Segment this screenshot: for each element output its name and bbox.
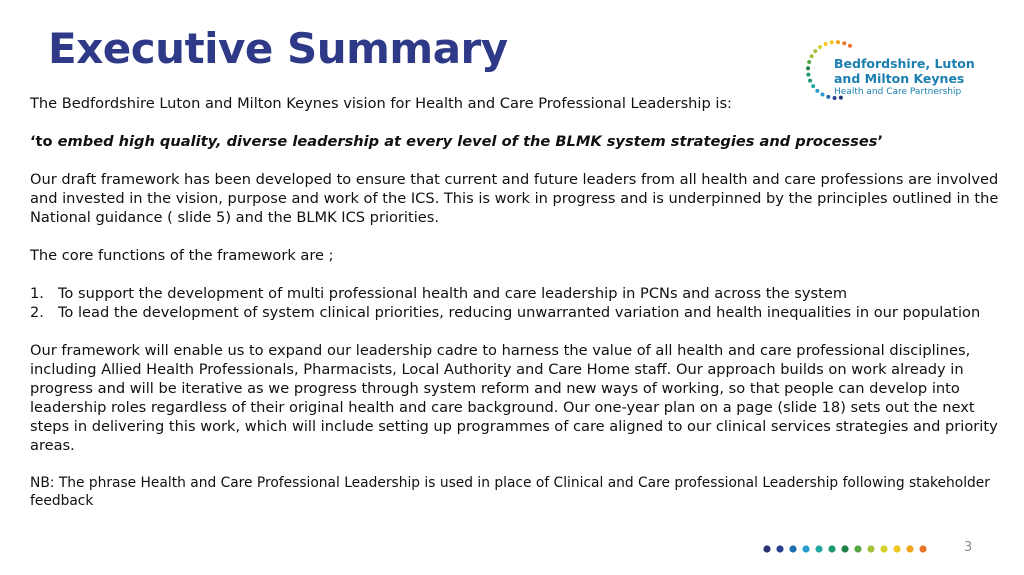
core-functions-intro: The core functions of the framework are ; — [30, 247, 334, 264]
vision-statement — [30, 132, 1005, 151]
footer-dot-icon — [854, 545, 861, 552]
vision-text: embed high quality, diverse leadership at every level of the BLMK system strategies and processes — [57, 133, 878, 150]
logo-line-2: and Milton Keynes — [834, 71, 965, 86]
footer-dot-icon — [919, 545, 926, 552]
logo-dot-icon — [830, 40, 834, 44]
logo-text — [834, 56, 975, 98]
footer-dot-icon — [906, 545, 913, 552]
logo-dot-icon — [807, 60, 811, 64]
logo-dot-icon — [815, 89, 819, 93]
footer-dot-icon — [867, 545, 874, 552]
logo-dot-icon — [806, 73, 810, 77]
nb-note: NB: The phrase Health and Care Professional Leadership is used in place of Clinical and Care professional Leadership following stakeholder feedback — [30, 475, 990, 509]
slide-title: Executive Summary — [48, 24, 508, 73]
list-item — [30, 303, 1005, 322]
page-number: 3 — [964, 540, 973, 555]
list-text: To lead the development of system clinical priorities, reducing unwarranted variation and health inequalities in our population — [58, 304, 981, 321]
logo-dot-icon — [818, 45, 822, 49]
logo-dot-icon — [842, 41, 846, 45]
logo-dot-icon — [848, 44, 852, 48]
logo-dot-icon — [824, 42, 828, 46]
footer-dot-icon — [893, 545, 900, 552]
footer-dot-icon — [776, 545, 783, 552]
logo-dot-icon — [810, 54, 814, 58]
footer-dot-icon — [802, 545, 809, 552]
logo-dot-icon — [811, 84, 815, 88]
logo-line-3: Health and Care Partnership — [834, 87, 962, 97]
enable-paragraph: Our framework will enable us to expand our leadership cadre to harness the value of all health and care professional disciplines, including Allied Health Professionals, Pharmacists, Local Authority and Care Home staff. Our approach builds on work already in progress and will be iterative as we progress through system reform and new ways of working, so that people can develop into leadership roles regardless of their original health and care background. Our one-year plan on a page (slide 18) sets out the next steps in delivering this work, which will include setting up programmes of care aligned to our clinical services strategies and priority areas. — [30, 342, 998, 454]
logo-dot-icon — [806, 66, 810, 70]
list-item — [30, 284, 1005, 303]
footer-dot-icon — [815, 545, 822, 552]
slide-body — [30, 94, 1005, 510]
intro-paragraph: The Bedfordshire Luton and Milton Keynes vision for Health and Care Professional Leadership is: — [30, 95, 732, 112]
core-functions-list — [30, 284, 1005, 322]
footer-dots-icon — [762, 544, 942, 554]
framework-paragraph: Our draft framework has been developed to ensure that current and future leaders from all health and care professions are involved and invested in the vision, purpose and work of the ICS. This is work in progress and is underpinned by the principles outlined in the National guidance ( slide 5) and the BLMK ICS priorities. — [30, 171, 999, 226]
list-text: To support the development of multi professional health and care leadership in PCNs and across the system — [58, 285, 848, 302]
footer-dot-icon — [841, 545, 848, 552]
logo-line-1: Bedfordshire, Luton — [834, 56, 975, 71]
list-number: 1. — [30, 285, 44, 302]
footer-dot-icon — [763, 545, 770, 552]
logo-dot-icon — [813, 49, 817, 53]
footer-dot-icon — [880, 545, 887, 552]
list-number: 2. — [30, 304, 44, 321]
logo-dot-icon — [836, 40, 840, 44]
vision-open-quote: ‘to — [30, 133, 58, 150]
logo-dot-icon — [808, 79, 812, 83]
footer-dot-icon — [789, 545, 796, 552]
footer-dot-icon — [828, 545, 835, 552]
vision-close-quote: ’ — [877, 133, 883, 150]
